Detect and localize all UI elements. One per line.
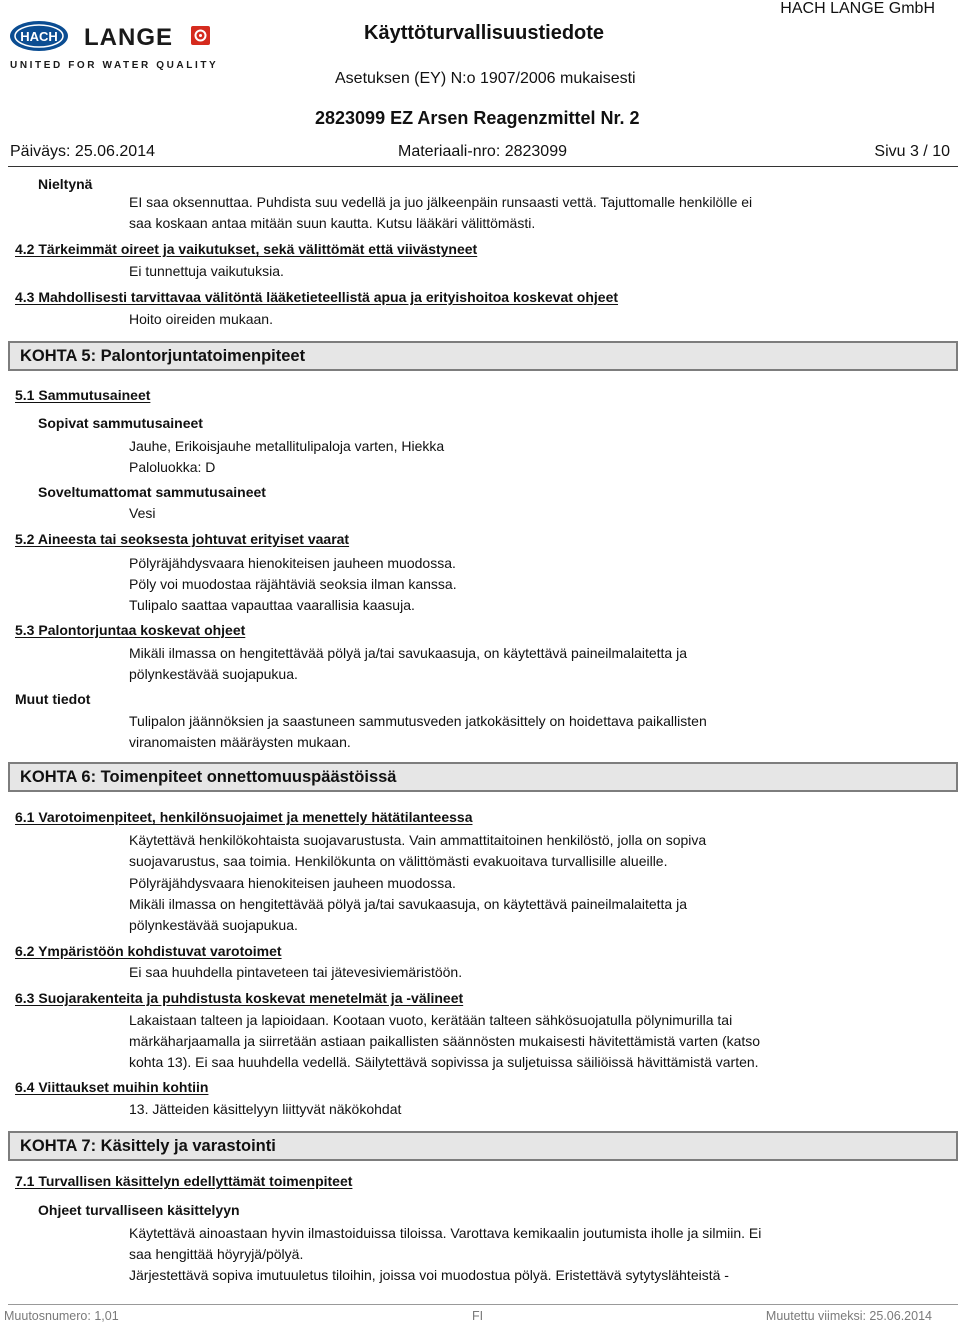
section-7-title: KOHTA 7: Käsittely ja varastointi bbox=[20, 1137, 276, 1155]
header-divider bbox=[8, 166, 958, 167]
subsection-5-2-line3: Tulipalo saattaa vapauttaa vaarallisia kaasuja. bbox=[129, 597, 415, 613]
material-number: Materiaali-nro: 2823099 bbox=[398, 143, 567, 160]
subsection-6-1-line2: suojavarustus, saa toimia. Henkilökunta on välittömästi evakuoitava turvallisille alueille. bbox=[129, 853, 668, 869]
suitable-media-line1: Jauhe, Erikoisjauhe metallitulipaloja varten, Hiekka bbox=[129, 438, 445, 454]
swallowed-label: Nieltynä bbox=[38, 176, 93, 192]
logo-tagline: UNITED FOR WATER QUALITY bbox=[10, 60, 219, 71]
subsection-6-2-text: Ei saa huuhdella pintaveteen tai jätevesiviemäristöön. bbox=[129, 964, 463, 980]
subsection-5-3-line1: Mikäli ilmassa on hengitettävää pölyä ja/tai savukaasuja, on käytettävä paineilmalaitetta ja bbox=[129, 645, 687, 661]
section-7-header bbox=[8, 1131, 958, 1161]
footer-revision: Muutosnumero: 1,01 bbox=[4, 1309, 119, 1323]
unsuitable-media-label: Soveltumattomat sammutusaineet bbox=[38, 484, 266, 500]
suitable-media-line2: Paloluokka: D bbox=[129, 459, 216, 475]
subsection-6-3-line3: kohta 13). Ei saa huuhdella vedellä. Säilytettävä sopivissa ja suljetuissa säiliöissä hävittämistä varten. bbox=[129, 1054, 759, 1070]
suitable-media-label: Sopivat sammutusaineet bbox=[38, 415, 203, 431]
safe-handling-line3: Järjestettävä sopiva imutuuletus tiloihin, joissa voi muodostua pölyä. Eristettävä sytytyslähteistä - bbox=[129, 1267, 729, 1283]
footer-modified: Muutettu viimeksi: 25.06.2014 bbox=[765, 1309, 932, 1323]
subsection-6-1-line4: Mikäli ilmassa on hengitettävää pölyä ja/tai savukaasuja, on käytettävä paineilmalaitetta ja bbox=[129, 896, 687, 912]
other-info-label: Muut tiedot bbox=[15, 691, 91, 707]
subsection-6-2-title: 6.2 Ympäristöön kohdistuvat varotoimet bbox=[15, 943, 282, 959]
subsection-5-3-line2: pölynkestävää suojapukua. bbox=[129, 666, 298, 682]
footer-divider bbox=[8, 1304, 958, 1305]
subsection-6-1-line3: Pölyräjähdysvaara hienokiteisen jauheen muodossa. bbox=[129, 875, 456, 891]
subsection-5-2-title: 5.2 Aineesta tai seoksesta johtuvat erityiset vaarat bbox=[15, 531, 350, 547]
subsection-6-3-line2: märkäharjaamalla ja siirretään astiaan paikallisten säännösten mukaisesti hävitettämistä varten (katso bbox=[129, 1033, 761, 1049]
subsection-5-1-title: 5.1 Sammutusaineet bbox=[15, 387, 151, 403]
company-name: HACH LANGE GmbH bbox=[780, 0, 935, 17]
subsection-4-3-title: 4.3 Mahdollisesti tarvittavaa välitöntä lääketieteellistä apua ja erityishoitoa koskevat ohjeet bbox=[15, 289, 619, 305]
logo-lange-text: LANGE bbox=[84, 24, 173, 51]
regulation-text: Asetuksen (EY) N:o 1907/2006 mukaisesti bbox=[335, 70, 636, 87]
other-info-line2: viranomaisten määräysten mukaan. bbox=[129, 734, 351, 750]
subsection-4-3-text: Hoito oireiden mukaan. bbox=[129, 311, 273, 327]
hach-lange-logo bbox=[8, 16, 223, 72]
section-5-title: KOHTA 5: Palontorjuntatoimenpiteet bbox=[20, 347, 306, 365]
product-name: 2823099 EZ Arsen Reagenzmittel Nr. 2 bbox=[315, 108, 640, 128]
date-text: Päiväys: 25.06.2014 bbox=[10, 143, 155, 160]
swallowed-text-line1: EI saa oksennuttaa. Puhdista suu vedellä ja juo jälkeenpäin runsaasti vettä. Tajuttomalle henkilölle ei bbox=[129, 194, 753, 210]
unsuitable-media-text: Vesi bbox=[129, 505, 156, 521]
subsection-6-1-line1: Käytettävä henkilökohtaista suojavarustusta. Vain ammattitaitoinen henkilöstö, jolla on sopiva bbox=[129, 832, 707, 848]
other-info-line1: Tulipalon jäännöksien ja saastuneen sammutusveden jatkokäsittely on hoidettava paikallisten bbox=[129, 713, 707, 729]
subsection-6-3-line1: Lakaistaan talteen ja lapioidaan. Kootaan vuoto, kerätään talteen sähkösuojatulla pölynimurilla tai bbox=[129, 1012, 733, 1028]
page-number: Sivu 3 / 10 bbox=[874, 143, 950, 160]
section-5-header bbox=[8, 341, 958, 371]
subsection-5-2-line1: Pölyräjähdysvaara hienokiteisen jauheen muodossa. bbox=[129, 555, 456, 571]
subsection-6-1-title: 6.1 Varotoimenpiteet, henkilönsuojaimet ja menettely hätätilanteessa bbox=[15, 809, 473, 825]
subsection-4-2-text: Ei tunnettuja vaikutuksia. bbox=[129, 263, 284, 279]
subsection-6-3-title: 6.3 Suojarakenteita ja puhdistusta koskevat menetelmät ja -välineet bbox=[15, 990, 464, 1006]
subsection-5-3-title: 5.3 Palontorjuntaa koskevat ohjeet bbox=[15, 622, 246, 638]
footer-language: FI bbox=[472, 1309, 484, 1323]
safe-handling-line2: saa hengittää höyryjä/pölyä. bbox=[129, 1246, 304, 1262]
company-logo bbox=[8, 16, 223, 72]
swallowed-text-line2: saa koskaan antaa mitään suun kautta. Kutsu lääkäri välittömästi. bbox=[129, 215, 536, 231]
subsection-4-2-title: 4.2 Tärkeimmät oireet ja vaikutukset, sekä välittömät että viivästyneet bbox=[15, 241, 478, 257]
document-title: Käyttöturvallisuustiedote bbox=[364, 22, 605, 44]
safe-handling-label: Ohjeet turvalliseen käsittelyyn bbox=[38, 1202, 240, 1218]
subsection-7-1-title: 7.1 Turvallisen käsittelyn edellyttämät toimenpiteet bbox=[15, 1173, 353, 1189]
subsection-6-4-text: 13. Jätteiden käsittelyyn liittyvät näkökohdat bbox=[129, 1101, 402, 1117]
subsection-6-4-title: 6.4 Viittaukset muihin kohtiin bbox=[15, 1079, 209, 1095]
safe-handling-line1: Käytettävä ainoastaan hyvin ilmastoiduissa tiloissa. Varottava kemikaalin joutumista iholle ja silmiin. Ei bbox=[129, 1225, 762, 1241]
section-6-title: KOHTA 6: Toimenpiteet onnettomuuspäästöissä bbox=[20, 768, 397, 786]
subsection-5-2-line2: Pöly voi muodostaa räjähtäviä seoksia ilman kanssa. bbox=[129, 576, 457, 592]
logo-hach-text: HACH bbox=[20, 29, 58, 44]
subsection-6-1-line5: pölynkestävää suojapukua. bbox=[129, 917, 298, 933]
section-6-header bbox=[8, 762, 958, 792]
